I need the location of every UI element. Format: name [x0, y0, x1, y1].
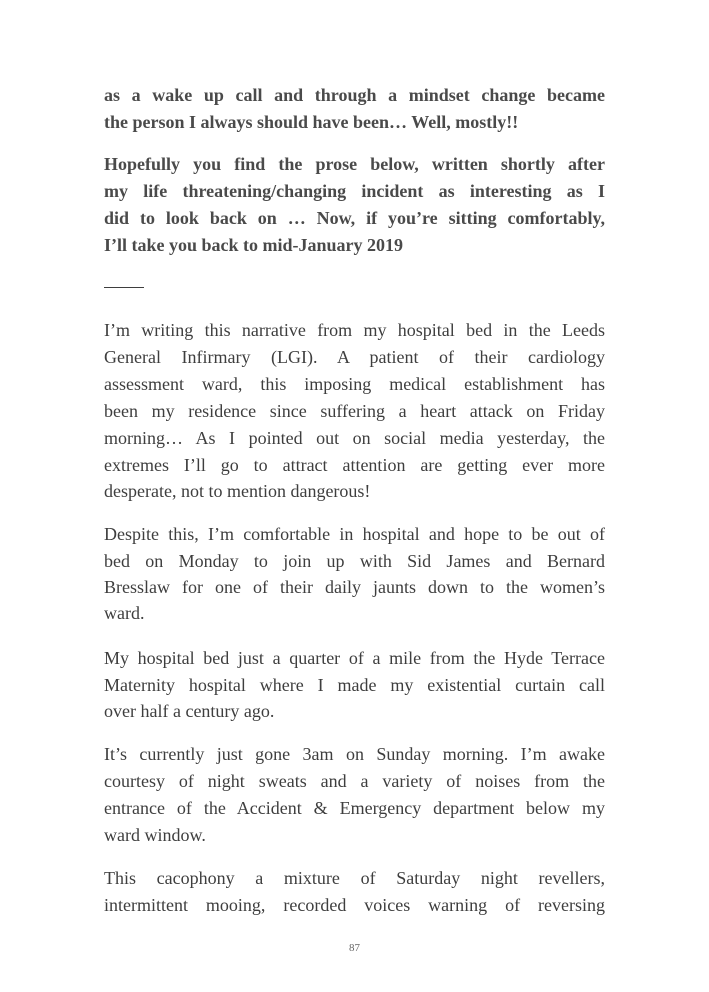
intro-paragraph-line: as a wake up call and through a mindset change became [104, 85, 605, 105]
body-paragraph-line: Despite this, I’m comfortable in hospital and hope to be out of [104, 524, 605, 544]
body-paragraph-line: entrance of the Accident & Emergency department below my [104, 798, 605, 818]
body-paragraph-line: intermittent mooing, recorded voices warning of reversing [104, 895, 605, 915]
body-paragraph-line: bed on Monday to join up with Sid James and Bernard [104, 551, 605, 571]
body-paragraph-line: My hospital bed just a quarter of a mile from the Hyde Terrace [104, 648, 605, 668]
body-paragraph-line: I’m writing this narrative from my hospital bed in the Leeds [104, 320, 605, 340]
body-paragraph-line: morning… As I pointed out on social media yesterday, the [104, 428, 605, 448]
body-paragraph-line: ward. [104, 603, 145, 623]
page-number: 87 [349, 942, 360, 954]
intro-paragraph-line: my life threatening/changing incident as interesting as I [104, 181, 605, 201]
intro-paragraph-line: the person I always should have been… Well, mostly!! [104, 112, 519, 132]
body-paragraph-line: Bresslaw for one of their daily jaunts down to the women’s [104, 577, 605, 597]
body-paragraph-line: This cacophony a mixture of Saturday night revellers, [104, 868, 605, 888]
body-paragraph-line: Maternity hospital where I made my existential curtain call [104, 675, 605, 695]
body-paragraph-line: ward window. [104, 825, 206, 845]
section-divider [104, 287, 144, 288]
body-paragraph-line: extremes I’ll go to attract attention are getting ever more [104, 455, 605, 475]
body-paragraph-line: courtesy of night sweats and a variety of noises from the [104, 771, 605, 791]
body-paragraph-line: It’s currently just gone 3am on Sunday morning. I’m awake [104, 744, 605, 764]
body-paragraph-line: over half a century ago. [104, 701, 275, 721]
body-paragraph-line: General Infirmary (LGI). A patient of their cardiology [104, 347, 605, 367]
body-paragraph-line: been my residence since suffering a heart attack on Friday [104, 401, 605, 421]
body-paragraph-line: desperate, not to mention dangerous! [104, 481, 371, 501]
body-paragraph-line: assessment ward, this imposing medical establishment has [104, 374, 605, 394]
intro-paragraph-line: I’ll take you back to mid-January 2019 [104, 235, 404, 255]
intro-paragraph-line: Hopefully you find the prose below, written shortly after [104, 154, 605, 174]
intro-paragraph-line: did to look back on … Now, if you’re sitting comfortably, [104, 208, 605, 228]
